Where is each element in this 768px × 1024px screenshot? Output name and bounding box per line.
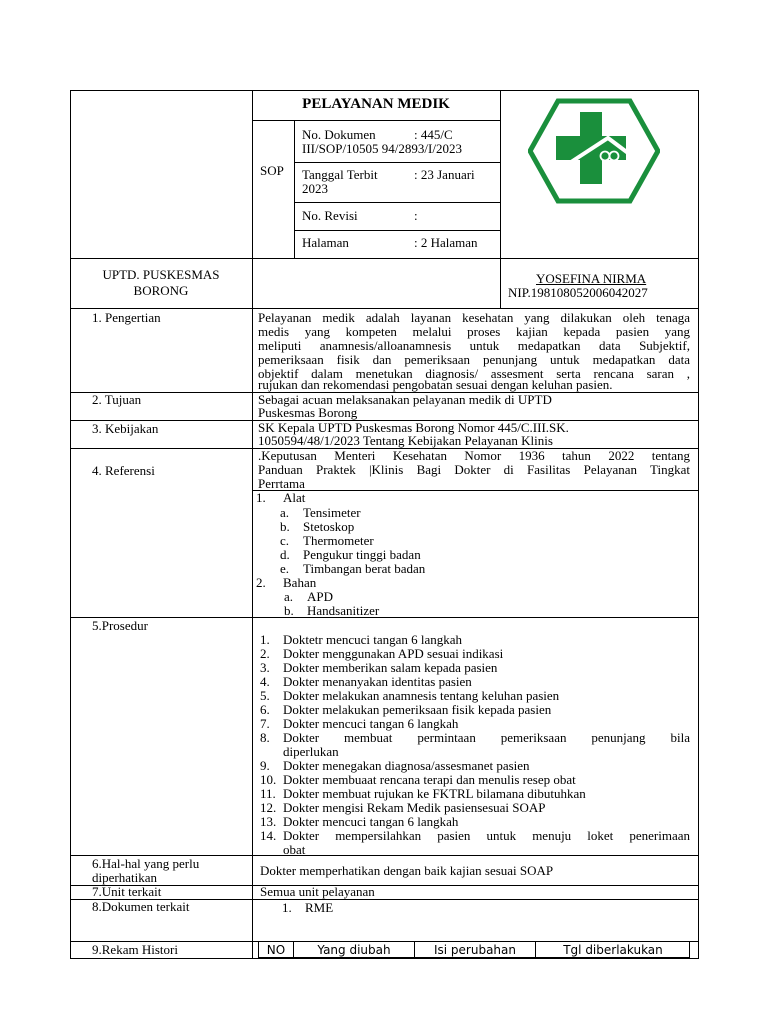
dokumen-terkait-text: RME — [305, 900, 334, 915]
column-header-yang-diubah: Yang diubah — [317, 943, 391, 957]
rekam-histori-table — [258, 941, 690, 958]
hal-hal-text: Dokter memperhatikan dengan baik kajian sesuai SOAP — [260, 863, 554, 878]
dokumen-terkait-label: 8.Dokumen terkait — [92, 899, 190, 914]
column-header-isi-perubahan: Isi perubahan — [433, 943, 516, 957]
organization-name-line2: BORONG — [133, 283, 189, 298]
tanggal-terbit-value: : 23 Januari — [414, 167, 475, 182]
tanggal-terbit-year: 2023 — [302, 181, 328, 196]
kebijakan-label: 3. Kebijakan — [92, 421, 159, 436]
referensi-label: 4. Referensi — [92, 463, 155, 478]
no-dokumen-value-line2: III/SOP/10505 94/2893/I/2023 — [302, 141, 462, 156]
halaman-value: : 2 Halaman — [414, 235, 478, 250]
signer-nip: NIP.198108052006042027 — [508, 285, 648, 300]
unit-terkait-label: 7.Unit terkait — [92, 884, 162, 899]
puskesmas-logo — [528, 98, 660, 204]
rekam-histori-label: 9.Rekam Histori — [92, 942, 178, 957]
no-revisi-value: : — [414, 208, 418, 223]
column-header-no: NO — [266, 943, 286, 957]
column-header-tgl-diberlakukan: Tgl diberlakukan — [563, 943, 663, 957]
halaman-label: Halaman — [302, 235, 349, 250]
signer-name: YOSEFINA NIRMA — [536, 271, 647, 286]
sop-label: SOP — [260, 163, 284, 178]
unit-terkait-text: Semua unit pelayanan — [260, 884, 375, 899]
dokumen-terkait-number: 1. — [282, 900, 292, 915]
hal-hal-label: 6.Hal-hal yang perlu — [92, 856, 200, 871]
document-title: PELAYANAN MEDIK — [302, 96, 450, 112]
no-revisi-label: No. Revisi — [302, 208, 358, 223]
no-dokumen-value: : 445/C — [414, 127, 453, 142]
bahan-label: Bahan — [283, 575, 317, 590]
no-dokumen-label: No. Dokumen — [302, 127, 376, 142]
alat-label: Alat — [283, 490, 306, 505]
organization-name-line1: UPTD. PUSKESMAS — [102, 267, 220, 282]
tujuan-label: 2. Tujuan — [92, 392, 142, 407]
pengertian-label: 1. Pengertian — [92, 310, 161, 325]
hal-hal-label-line2: diperhatikan — [92, 870, 157, 885]
tanggal-terbit-label: Tanggal Terbit — [302, 167, 378, 182]
prosedur-label: 5.Prosedur — [92, 618, 148, 633]
